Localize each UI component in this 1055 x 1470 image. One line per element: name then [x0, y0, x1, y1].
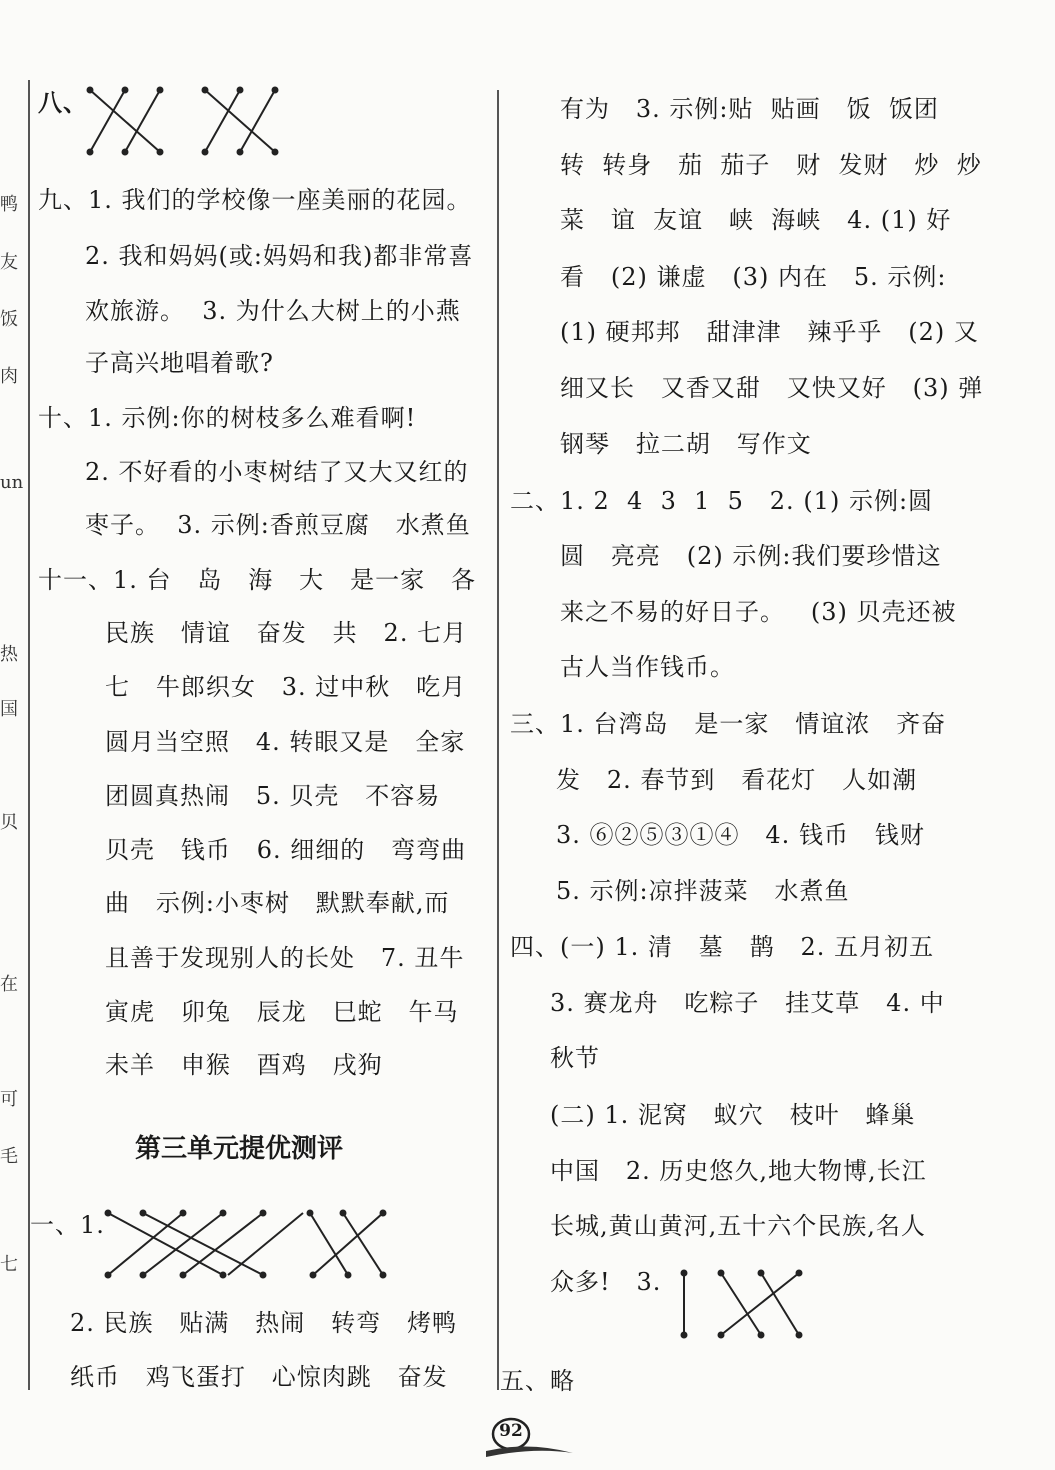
answer-line: 且善于发现别人的长处 7. 丑牛	[105, 944, 465, 972]
edge-char: 可	[0, 1089, 18, 1110]
answer-line: 七 牛郎织女 3. 过中秋 吃月	[105, 673, 467, 701]
answer-line: 有为 3. 示例:贴 贴画 饭 饭团	[560, 95, 939, 123]
edge-char: 鸭	[0, 194, 18, 215]
answer-line: 发 2. 春节到 看花灯 人如潮	[556, 766, 918, 794]
answer-line: 十、1. 示例:你的树枝多么难看啊!	[38, 404, 417, 432]
answer-line: 2. 民族 贴满 热闹 转弯 烤鸭	[70, 1309, 458, 1337]
answer-line: 纸币 鸡飞蛋打 心惊肉跳 奋发	[70, 1363, 448, 1391]
answer-line: 转 转身 茄 茄子 财 发财 炒 炒	[560, 151, 982, 179]
answer-line: 圆 亮亮 (2) 示例:我们要珍惜这	[560, 542, 942, 570]
answer-line: 子高兴地唱着歌?	[85, 349, 274, 377]
edge-char: 饭	[0, 309, 18, 330]
matching-lines-four	[676, 1265, 806, 1345]
answer-line: 三、1. 台湾岛 是一家 情谊浓 齐奋	[510, 710, 947, 738]
answer-line: 秋节	[550, 1044, 600, 1072]
answer-line: 寅虎 卯兔 辰龙 巳蛇 午马	[105, 998, 459, 1026]
answer-line: 贝壳 钱币 6. 细细的 弯弯曲	[105, 836, 467, 864]
answer-line: 3. 赛龙舟 吃粽子 挂艾草 4. 中	[550, 989, 945, 1017]
edge-char: 国	[0, 699, 18, 720]
answer-line: 来之不易的好日子。 (3) 贝壳还被	[560, 598, 957, 626]
answer-line: 菜 谊 友谊 峡 海峡 4. (1) 好	[560, 206, 952, 234]
edge-char: 热	[0, 644, 18, 665]
answer-line: 五、略	[500, 1367, 575, 1395]
answer-line: (二) 1. 泥窝 蚁穴 枝叶 蜂巢	[550, 1101, 916, 1129]
matching-lines-eight	[80, 82, 290, 162]
answer-line: 2. 我和妈妈(或:妈妈和我)都非常喜	[85, 242, 474, 270]
answer-line: 看 (2) 谦虚 (3) 内在 5. 示例:	[560, 263, 947, 291]
section-eight: 八、	[38, 88, 88, 117]
answer-line: 细又长 又香又甜 又快又好 (3) 弹	[560, 374, 984, 402]
answer-line: 2. 不好看的小枣树结了又大又红的	[85, 458, 469, 486]
answer-line: 欢旅游。 3. 为什么大树上的小燕	[85, 297, 461, 325]
edge-char: 友	[0, 252, 18, 273]
page-number: 92	[499, 1421, 523, 1441]
answer-line: 九、1. 我们的学校像一座美丽的花园。	[38, 186, 472, 214]
unit-title: 第三单元提优测评	[135, 1134, 344, 1164]
answer-line: 众多! 3.	[550, 1268, 662, 1296]
answer-line: 3. ⑥②⑤③①④ 4. 钱币 钱财	[556, 821, 925, 849]
edge-char: 贝	[0, 812, 18, 833]
answer-line: 团圆真热闹 5. 贝壳 不容易	[105, 782, 441, 810]
answer-line: 曲 示例:小枣树 默默奉献,而	[105, 889, 450, 917]
answer-line: 圆月当空照 4. 转眼又是 全家	[105, 728, 466, 756]
edge-char: 毛	[0, 1146, 18, 1167]
edge-char: 肉	[0, 366, 18, 387]
answer-line: 中国 2. 历史悠久,地大物博,长江	[550, 1157, 927, 1185]
answer-line: 民族 情谊 奋发 共 2. 七月	[105, 619, 468, 647]
answer-line: 钢琴 拉二胡 写作文	[560, 430, 812, 458]
page-number-badge	[478, 1415, 578, 1465]
answer-line: 一、1.	[30, 1211, 105, 1239]
matching-lines-one	[98, 1205, 393, 1285]
answer-line: 古人当作钱币。	[560, 653, 735, 681]
edge-char: un	[0, 472, 24, 493]
answer-line: 二、1. 2 4 3 1 5 2. (1) 示例:圆	[510, 487, 934, 515]
answer-line: (1) 硬邦邦 甜津津 辣乎乎 (2) 又	[560, 318, 979, 346]
answer-line: 5. 示例:凉拌菠菜 水煮鱼	[556, 877, 850, 905]
answer-line: 未羊 申猴 酉鸡 戌狗	[105, 1051, 383, 1079]
left-rule	[28, 80, 30, 1390]
answer-line: 四、(一) 1. 清 墓 鹊 2. 五月初五	[510, 933, 935, 961]
center-rule	[497, 90, 499, 1390]
answer-line: 长城,黄山黄河,五十六个民族,名人	[550, 1212, 926, 1240]
edge-char: 在	[0, 974, 18, 995]
edge-char: 七	[0, 1254, 18, 1275]
answer-line: 枣子。 3. 示例:香煎豆腐 水煮鱼	[85, 511, 471, 539]
answer-line: 十一、1. 台 岛 海 大 是一家 各	[38, 566, 476, 594]
